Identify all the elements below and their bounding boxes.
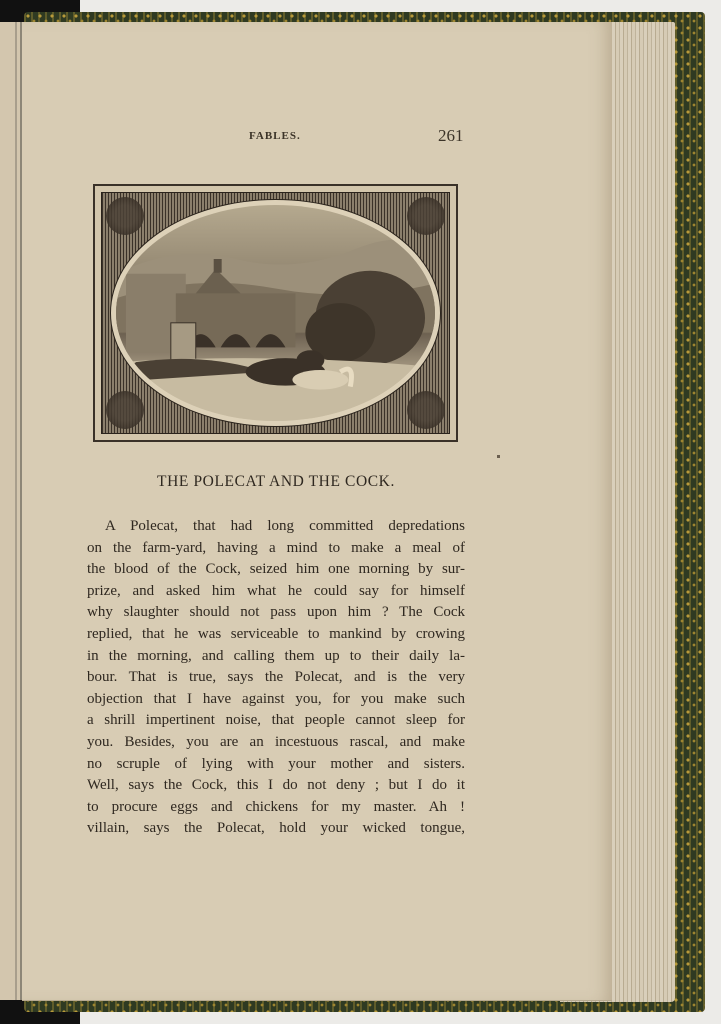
text-line: why slaughter should not pass upon him ? The Cock — [87, 604, 465, 621]
text-line: Well, says the Cock, this I do not deny ; but I do it — [87, 777, 465, 794]
text-line: prize, and asked him what he could say for himself — [87, 582, 465, 599]
text-line: in the morning, and calling them up to their daily la- — [87, 647, 465, 664]
text-line: villain, says the Polecat, hold your wicked tongue, — [87, 820, 465, 837]
ink-speck — [497, 455, 500, 458]
book-page — [22, 22, 612, 1001]
farmyard-scene-icon — [116, 205, 435, 421]
corner-ornament — [407, 197, 445, 235]
hatched-frame — [101, 192, 450, 434]
text-line: you. Besides, you are an incestuous rascal, and make — [87, 733, 465, 750]
text-line: on the farm-yard, having a mind to make a meal of — [87, 539, 465, 556]
text-line: the blood of the Cock, seized him one morning by sur- — [87, 561, 465, 578]
page-number: 261 — [438, 126, 464, 145]
fable-title: THE POLECAT AND THE COCK. — [157, 473, 395, 490]
text-line: a shrill impertinent noise, that people cannot sleep for — [87, 712, 465, 729]
text-line: to procure eggs and chickens for my master. Ah ! — [87, 798, 465, 815]
text-line: replied, that he was serviceable to mankind by crowing — [87, 625, 465, 642]
text-line: no scruple of lying with your mother and sisters. — [87, 755, 465, 772]
running-head: FABLES. — [249, 130, 301, 142]
corner-ornament — [407, 391, 445, 429]
corner-ornament — [106, 391, 144, 429]
text-line: bour. That is true, says the Polecat, and is the very — [87, 669, 465, 686]
engraving-illustration — [93, 184, 458, 442]
engraving-scene — [116, 205, 435, 421]
corner-ornament — [106, 197, 144, 235]
text-line: A Polecat, that had long committed depredations — [105, 518, 465, 534]
left-page-edge — [0, 22, 22, 1000]
fable-body — [87, 516, 465, 840]
text-line: objection that I have against you, for you make such — [87, 690, 465, 707]
